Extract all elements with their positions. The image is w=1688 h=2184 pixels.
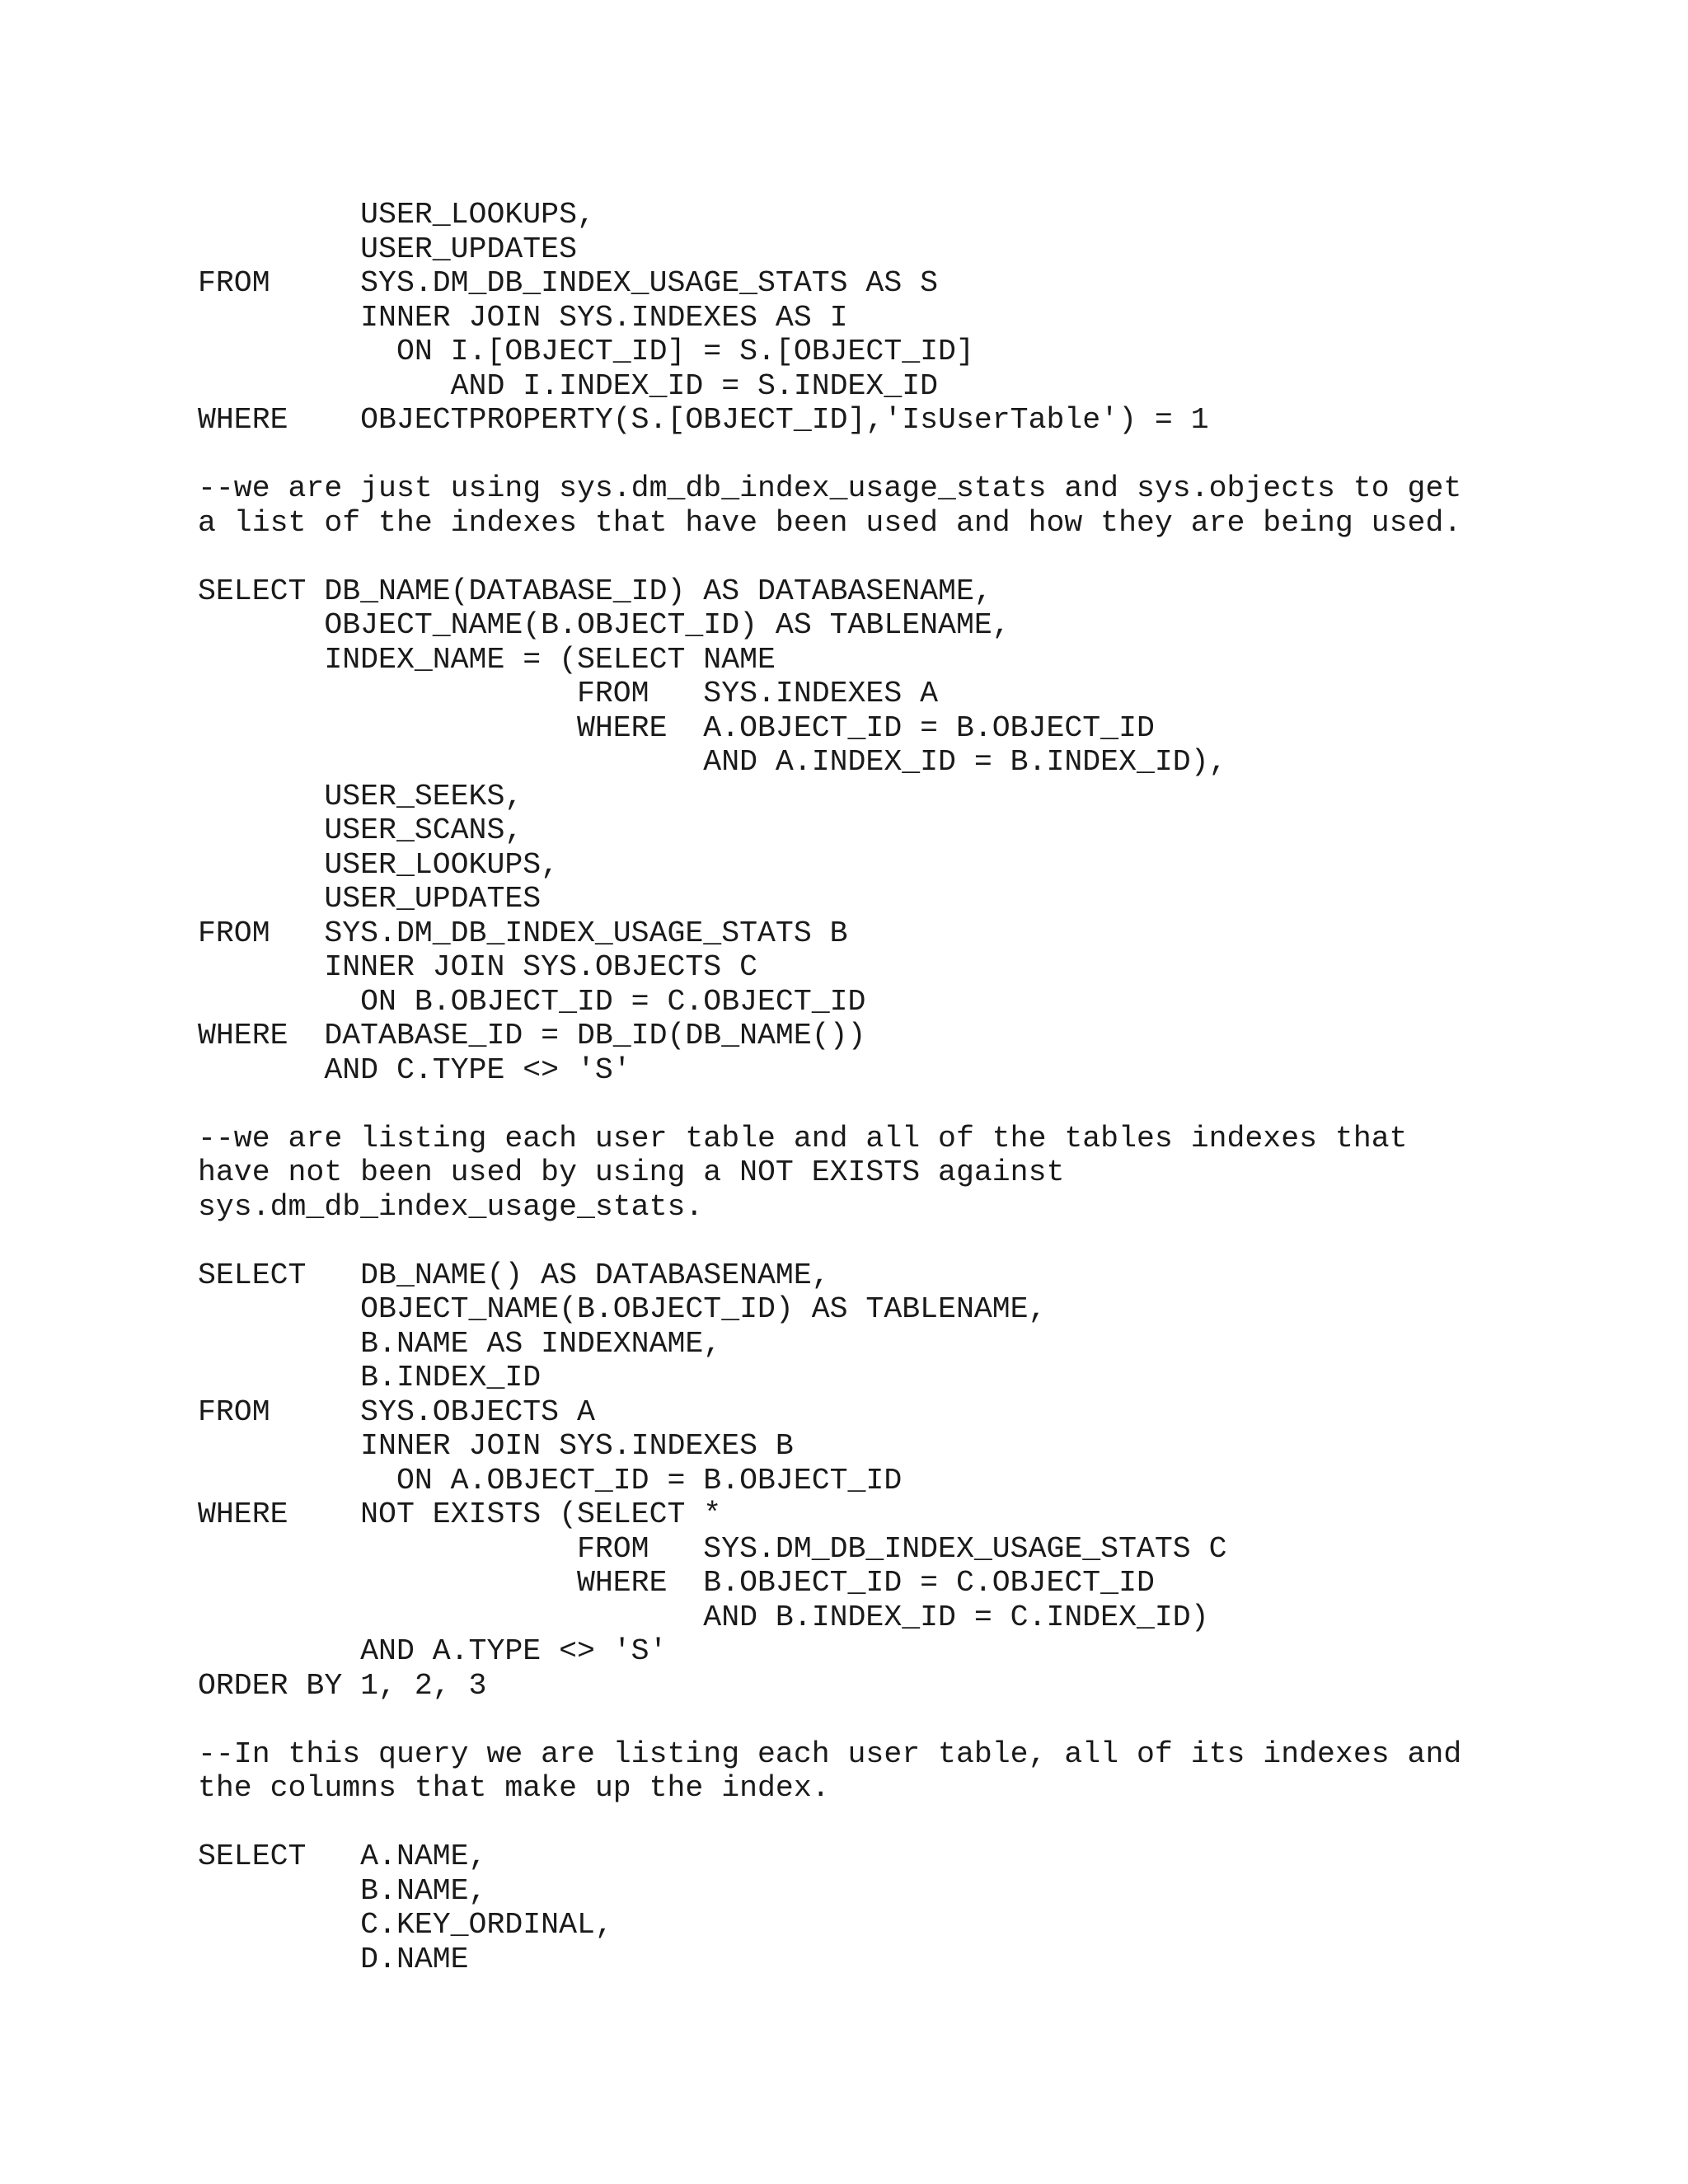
code-line: USER_LOOKUPS,: [198, 847, 560, 882]
code-line: WHERE DATABASE_ID = DB_ID(DB_NAME()): [198, 1019, 866, 1052]
code-line: OBJECT_NAME(B.OBJECT_ID) AS TABLENAME,: [198, 608, 1010, 642]
code-line: WHERE OBJECTPROPERTY(S.[OBJECT_ID],'IsUserTable') = 1: [198, 403, 1209, 437]
blank-line: [198, 1087, 1582, 1122]
code-line: AND I.INDEX_ID = S.INDEX_ID: [198, 368, 939, 403]
blank-line: [198, 1703, 1582, 1737]
code-line: AND A.TYPE <> 'S': [198, 1634, 668, 1668]
code-line: USER_UPDATES: [198, 882, 542, 916]
blank-line: [198, 1806, 1582, 1840]
code-line: B.NAME AS INDEXNAME,: [198, 1326, 722, 1361]
code-line: USER_UPDATES: [198, 232, 577, 266]
code-line: INNER JOIN SYS.INDEXES AS I: [198, 300, 848, 335]
code-line: SELECT A.NAME,: [198, 1840, 487, 1873]
code-line: FROM SYS.DM_DB_INDEX_USAGE_STATS C: [198, 1531, 1227, 1566]
blank-line: [198, 540, 1582, 574]
code-line: AND A.INDEX_ID = B.INDEX_ID),: [198, 745, 1227, 779]
code-line: INNER JOIN SYS.OBJECTS C: [198, 950, 758, 984]
code-line: SELECT DB_NAME(DATABASE_ID) AS DATABASENAME,: [198, 574, 992, 608]
code-line: INDEX_NAME = (SELECT NAME: [198, 642, 776, 677]
code-line: SELECT DB_NAME() AS DATABASENAME,: [198, 1258, 830, 1292]
code-line: OBJECT_NAME(B.OBJECT_ID) AS TABLENAME,: [198, 1292, 1047, 1326]
code-line: USER_SCANS,: [198, 813, 523, 847]
sql-code-listing: [198, 198, 1582, 1976]
code-line: D.NAME: [198, 1942, 469, 1976]
code-line: FROM SYS.DM_DB_INDEX_USAGE_STATS B: [198, 916, 848, 950]
blank-line: [198, 1224, 1582, 1258]
code-line: B.INDEX_ID: [198, 1361, 542, 1394]
comment-line: --we are just using sys.dm_db_index_usage_stats and sys.objects to get: [198, 471, 1462, 505]
code-line: FROM SYS.OBJECTS A: [198, 1394, 595, 1429]
code-line: AND B.INDEX_ID = C.INDEX_ID): [198, 1600, 1209, 1634]
code-line: C.KEY_ORDINAL,: [198, 1908, 613, 1942]
comment-line: --we are listing each user table and all of the tables indexes that: [198, 1121, 1408, 1155]
code-line: WHERE NOT EXISTS (SELECT *: [198, 1497, 722, 1531]
code-line: WHERE B.OBJECT_ID = C.OBJECT_ID: [198, 1566, 1155, 1600]
code-line: WHERE A.OBJECT_ID = B.OBJECT_ID: [198, 710, 1155, 745]
code-line: FROM SYS.INDEXES A: [198, 677, 939, 710]
comment-line: the columns that make up the index.: [198, 1771, 830, 1805]
code-line: INNER JOIN SYS.INDEXES B: [198, 1429, 794, 1463]
code-line: B.NAME,: [198, 1873, 487, 1908]
code-line: ON I.[OBJECT_ID] = S.[OBJECT_ID]: [198, 335, 974, 368]
code-line: FROM SYS.DM_DB_INDEX_USAGE_STATS AS S: [198, 266, 939, 300]
comment-line: have not been used by using a NOT EXISTS against: [198, 1155, 1065, 1189]
blank-line: [198, 438, 1582, 472]
code-line: AND C.TYPE <> 'S': [198, 1052, 631, 1087]
code-line: ON B.OBJECT_ID = C.OBJECT_ID: [198, 984, 866, 1019]
comment-line: --In this query we are listing each user table, all of its indexes and: [198, 1736, 1462, 1771]
code-line: ON A.OBJECT_ID = B.OBJECT_ID: [198, 1463, 903, 1497]
code-line: USER_SEEKS,: [198, 779, 523, 813]
comment-line: a list of the indexes that have been used and how they are being used.: [198, 505, 1462, 540]
code-line: ORDER BY 1, 2, 3: [198, 1668, 487, 1703]
code-line: USER_LOOKUPS,: [198, 198, 595, 232]
comment-line: sys.dm_db_index_usage_stats.: [198, 1189, 704, 1224]
